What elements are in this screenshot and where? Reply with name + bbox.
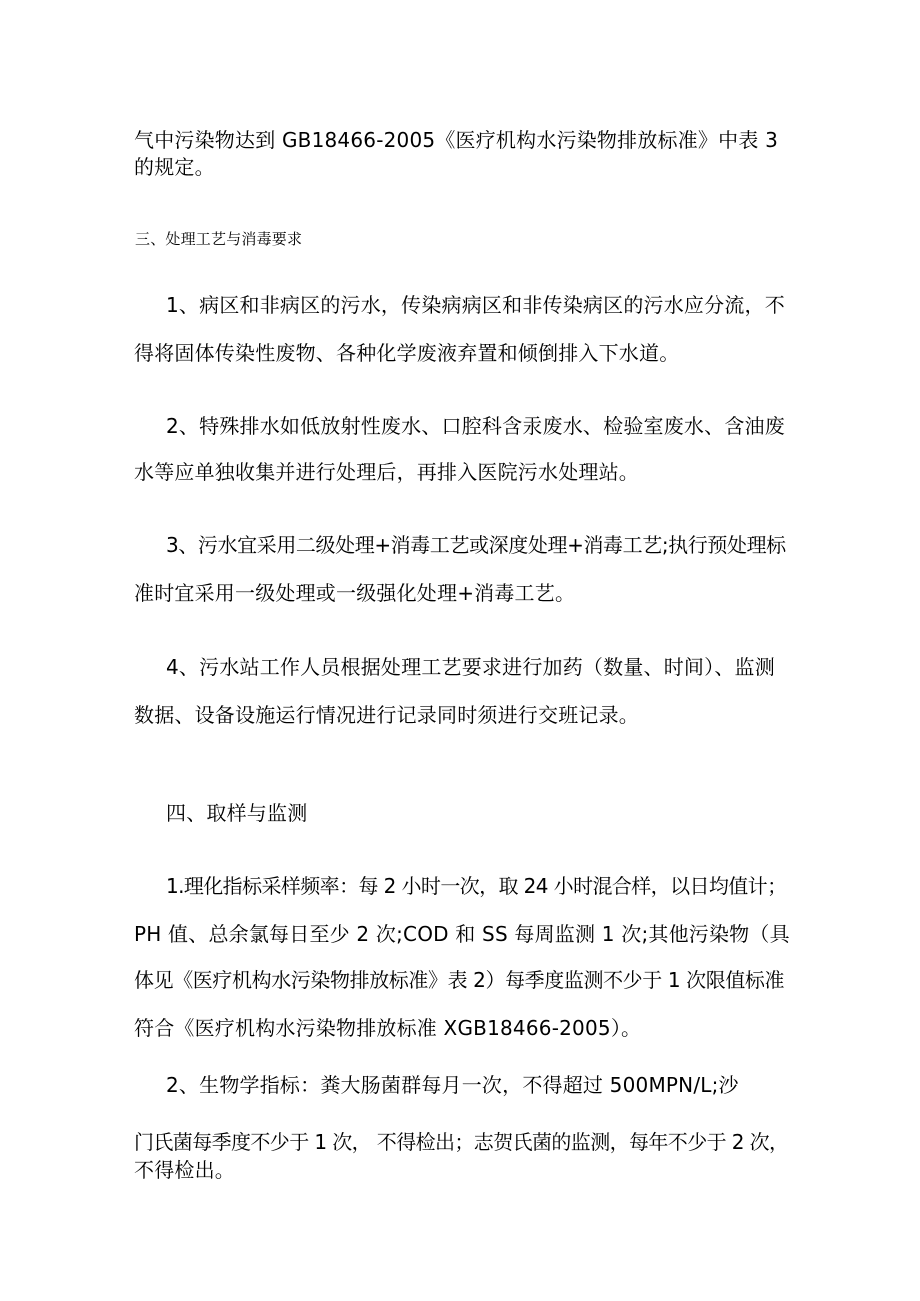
section4-item2-line3: 不得检出。	[134, 1158, 235, 1182]
section3-item2-line1: 2、特殊排水如低放射性废水、口腔科含汞废水、检验室废水、含油废	[166, 414, 785, 438]
section3-item2-line2: 水等应单独收集并进行处理后，再排入医院污水处理站。	[134, 460, 639, 484]
section4-item2-line2: 门氏菌每季度不少于 1 次， 不得检出；志贺氏菌的监测，每年不少于 2 次，	[134, 1130, 789, 1154]
section3-item4-line2: 数据、设备设施运行情况进行记录同时须进行交班记录。	[134, 703, 639, 727]
section4-item1-line4: 符合《医疗机构水污染物排放标准 XGB18466-2005）。	[134, 1016, 642, 1040]
section4-item1-line3: 体见《医疗机构水污染物排放标准》表 2）每季度监测不少于 1 次限值标准	[134, 968, 785, 992]
section3-item4-line1: 4、污水站工作人员根据处理工艺要求进行加药（数量、时间）、监测	[166, 655, 775, 679]
continuation-line-1: 气中污染物达到 GB18466-2005《医疗机构水污染物排放标准》中表 3	[134, 128, 778, 152]
section4-item2-line1: 2、生物学指标：粪大肠菌群每月一次，不得超过 500MPN/L;沙	[166, 1073, 739, 1097]
continuation-line-2: 的规定。	[134, 155, 215, 179]
section3-item1-line2: 得将固体传染性废物、各种化学废液弃置和倾倒排入下水道。	[134, 341, 680, 365]
section-heading-3: 三、处理工艺与消毒要求	[135, 230, 303, 248]
section4-item1-line1: 1.理化指标采样频率：每 2 小时一次，取 24 小时混合样，以日均值计；	[166, 874, 787, 898]
section-heading-4: 四、取样与监测	[166, 801, 308, 825]
section3-item1-line1: 1、病区和非病区的污水，传染病病区和非传染病区的污水应分流，不	[166, 293, 785, 317]
section4-item1-line2: PH 值、总余氯每日至少 2 次;COD 和 SS 每周监测 1 次;其他污染物（具	[134, 922, 790, 946]
section3-item3-line1: 3、污水宜采用二级处理+消毒工艺或深度处理+消毒工艺;执行预处理标	[166, 533, 786, 557]
section3-item3-line2: 准时宜采用一级处理或一级强化处理+消毒工艺。	[134, 581, 576, 605]
